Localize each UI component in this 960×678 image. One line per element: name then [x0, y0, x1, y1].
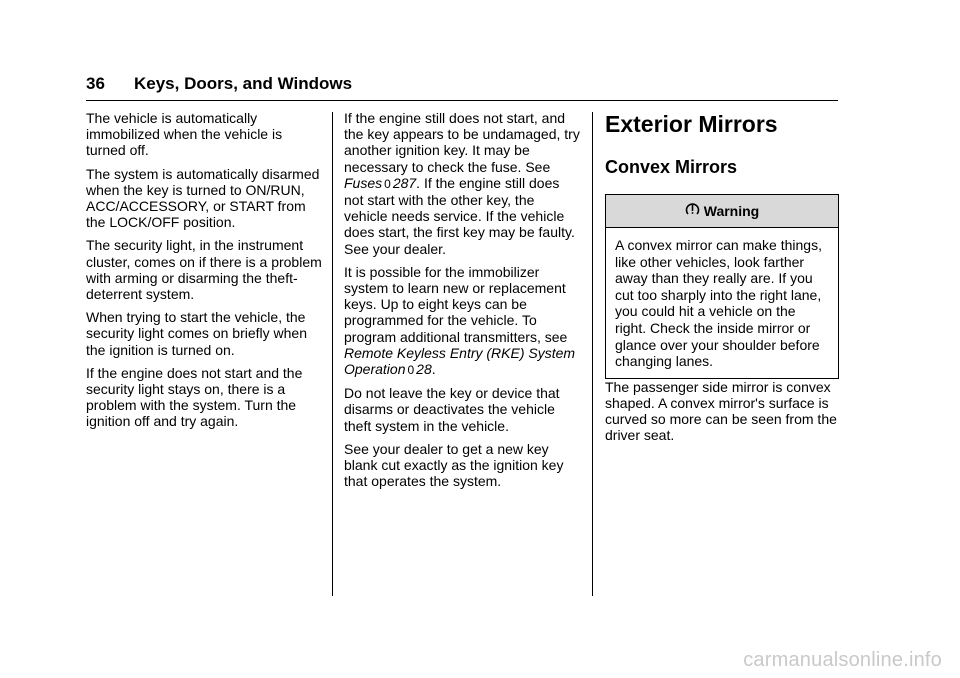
page-ref-number[interactable]: 28: [416, 361, 432, 378]
rke-reference-link[interactable]: Remote Keyless Entry (RKE) System Operation: [344, 344, 576, 378]
paragraph: See your dealer to get a new key blank cut exactly as the ignition key that operates the system.: [344, 440, 564, 490]
paragraph: Do not leave the key or device that disarms or deactivates the vehicle theft system in the vehicle.: [344, 385, 560, 434]
column-divider-1: [332, 112, 333, 596]
warning-box: [605, 194, 839, 379]
paragraph: [344, 264, 580, 378]
paragraph: [344, 110, 580, 257]
section-heading: Exterior Mirrors: [605, 111, 778, 137]
column-2: [344, 110, 580, 496]
page-number: 36: [86, 74, 105, 93]
text: If the engine still does not start, and the key appears to be undamaged, try another ignition key. It may be necessary to check the fuse. See: [344, 110, 580, 175]
column-3: [605, 110, 839, 451]
paragraph: The system is automatically disarmed when the key is turned to ON/RUN, ACC/ACCESSORY, or START from the LOCK/OFF position.: [86, 165, 320, 231]
paragraph: The passenger side mirror is convex shaped. A convex mirror's surface is curved so more can be seen from the driver seat.: [605, 378, 837, 444]
column-1: [86, 110, 322, 437]
paragraph: If the engine does not start and the security light stays on, there is a problem with the system. Turn the ignition off and try again.: [86, 364, 303, 430]
page-ref-arrow-icon: 0: [384, 176, 391, 191]
paragraph: The vehicle is automatically immobilized when the vehicle is turned off.: [86, 110, 283, 159]
paragraph: The security light, in the instrument cluster, comes on if there is a problem with arming or disarming the theft-deterrent system.: [86, 237, 322, 303]
text: . If the engine still does not start with the other key, the vehicle needs service. If the vehicle does start, the first key may be faulty. See your dealer.: [344, 174, 575, 257]
paragraph: When trying to start the vehicle, the security light comes on briefly when the ignition is turned on.: [86, 309, 307, 358]
text: .: [431, 361, 436, 378]
subsection-heading: Convex Mirrors: [605, 157, 738, 177]
fuses-reference-link[interactable]: Fuses: [344, 174, 383, 191]
text: It is possible for the immobilizer system to learn new or replacement keys. Up to eight keys can be programmed for the vehicle. To program additional transmitters, see: [344, 263, 568, 345]
page-header: [86, 70, 838, 101]
warning-header: [606, 195, 838, 228]
warning-icon: [685, 202, 700, 217]
watermark: carmanualsonline.info: [743, 649, 942, 671]
column-divider-2: [592, 112, 593, 596]
page-title: Keys, Doors, and Windows: [134, 74, 353, 93]
warning-title: Warning: [703, 202, 760, 219]
warning-text: A convex mirror can make things, like other vehicles, look farther away than they really are. If you cut too sharply into the right lane, you could hit a vehicle on the right. Check the inside mirror or glance over your shoulder before changing lanes.: [615, 237, 822, 370]
page-ref-number[interactable]: 287: [392, 174, 417, 191]
page-ref-arrow-icon: 0: [407, 363, 415, 378]
